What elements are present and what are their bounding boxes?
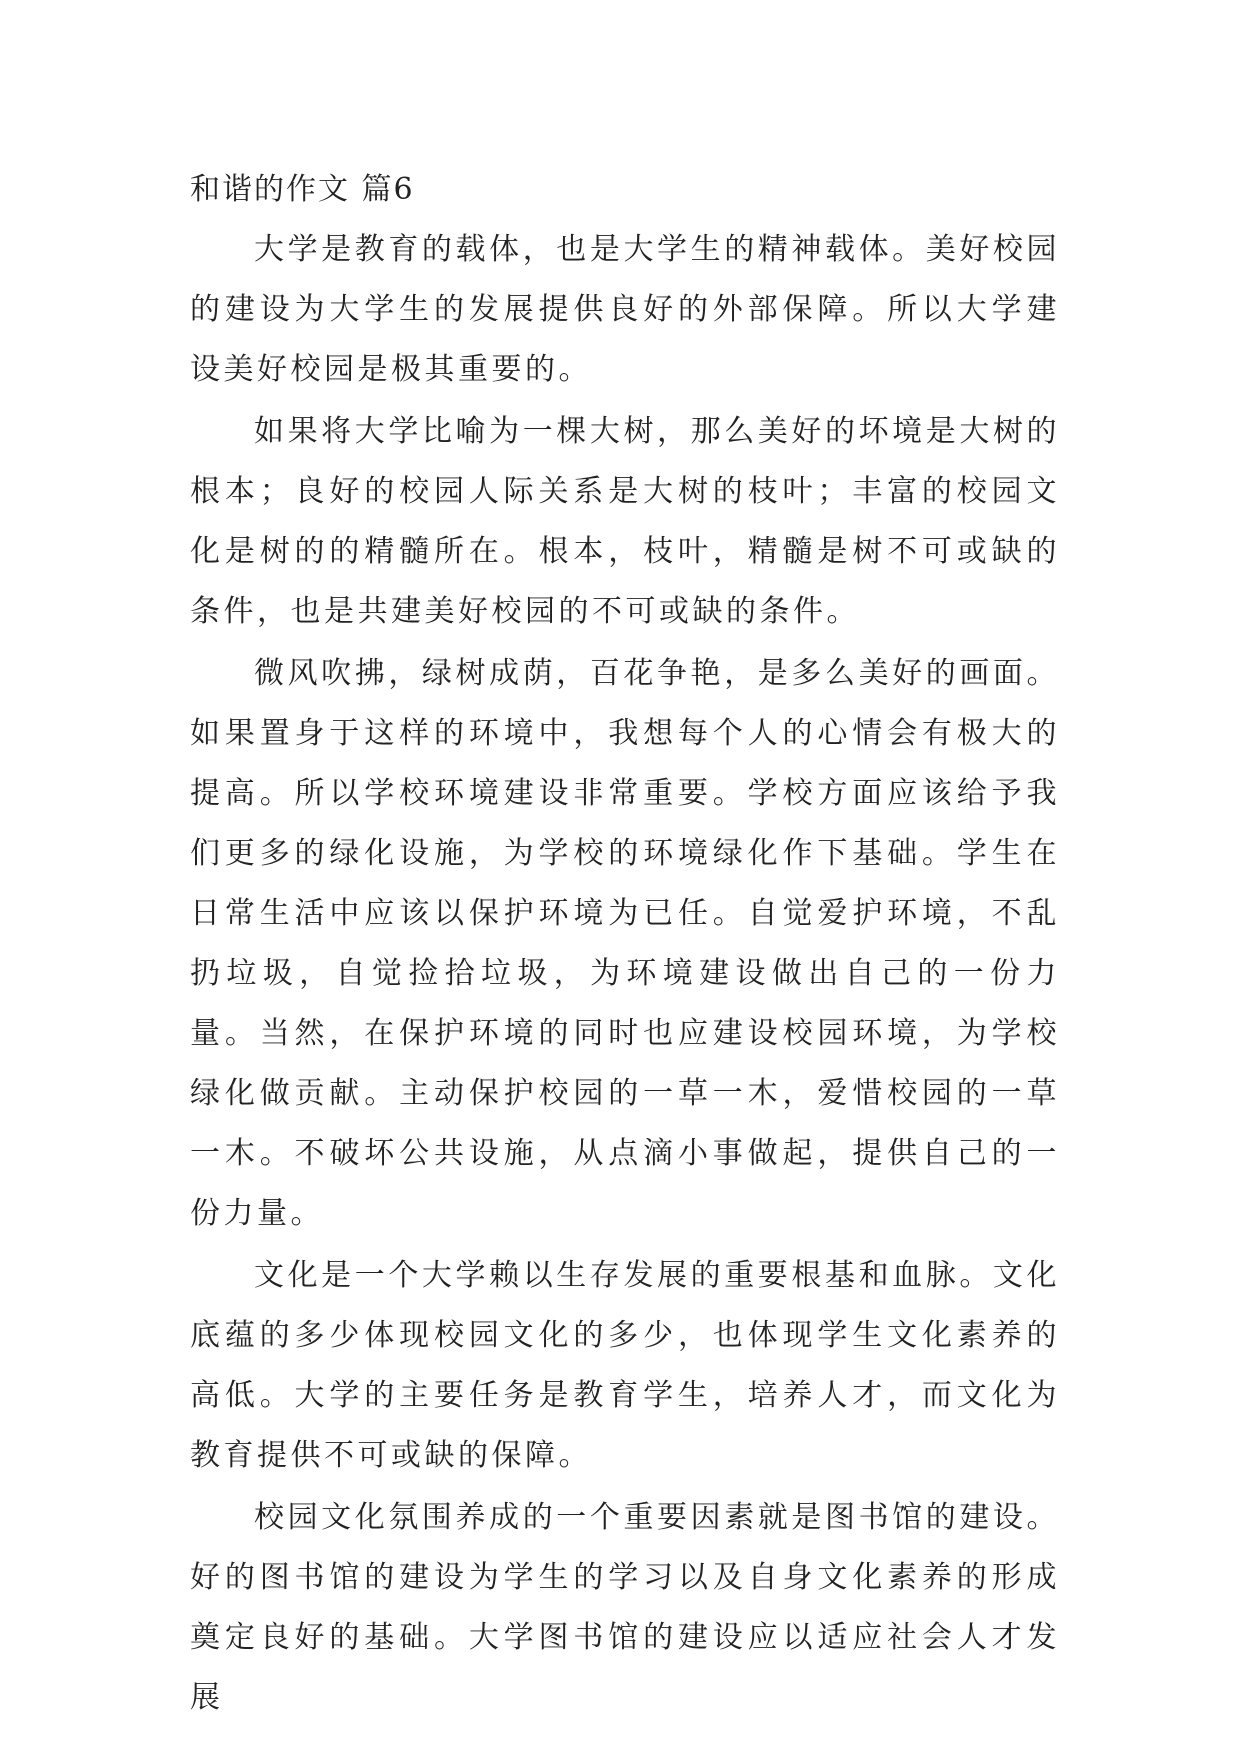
paragraph-3: 微风吹拂，绿树成荫，百花争艳，是多么美好的画面。如果置身于这样的环境中，我想每个人的心情会有极大的提高。所以学校环境建设非常重要。学校方面应该给予我们更多的绿化设施，为学校的环境绿化作下基础。学生在日常生活中应该以保护环境为已任。自觉爱护环境，不乱扔垃圾，自觉捡拾垃圾，为环境建设做出自己的一份力量。当然，在保护环境的同时也应建设校园环境，为学校绿化做贡献。主动保护校园的一草一木，爱惜校园的一草一木。不破坏公共设施，从点滴小事做起，提供自己的一份力量。 — [190, 656, 1060, 1231]
paragraph-2: 如果将大学比喻为一棵大树，那么美好的坏境是大树的根本；良好的校园人际关系是大树的枝叶；丰富的校园文化是树的的精髓所在。根本，枝叶，精髓是树不可或缺的条件，也是共建美好校园的不可或缺的条件。 — [190, 414, 1060, 629]
paragraph-4: 文化是一个大学赖以生存发展的重要根基和血脉。文化底蕴的多少体现校园文化的多少，也体现学生文化素养的高低。大学的主要任务是教育学生，培养人才，而文化为教育提供不可或缺的保障。 — [190, 1258, 1060, 1473]
document-page — [190, 160, 1060, 1730]
document-title: 和谐的作文 篇6 — [190, 172, 415, 207]
paragraph-5: 校园文化氛围养成的一个重要因素就是图书馆的建设。好的图书馆的建设为学生的学习以及自身文化素养的形成奠定良好的基础。大学图书馆的建设应以适应社会人才发展 — [190, 1500, 1060, 1715]
paragraph-1: 大学是教育的载体，也是大学生的精神载体。美好校园的建设为大学生的发展提供良好的外部保障。所以大学建设美好校园是极其重要的。 — [190, 232, 1060, 387]
